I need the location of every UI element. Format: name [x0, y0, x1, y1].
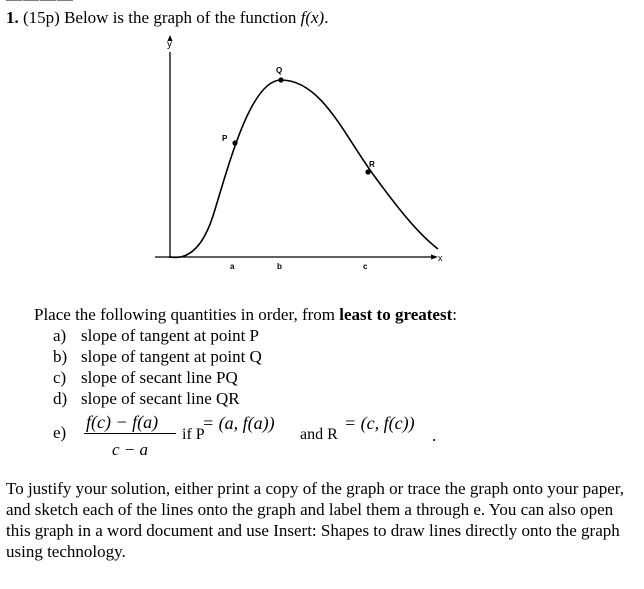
point-p-coordinates: = (a, f(a)) — [202, 413, 275, 433]
tick-c-label: c — [363, 262, 368, 271]
point-q-label: Q — [276, 66, 283, 75]
function-curve — [170, 80, 438, 257]
fraction-bar — [84, 433, 176, 434]
tick-b-label: b — [277, 262, 282, 271]
list-item-text: slope of secant line PQ — [81, 368, 238, 387]
question-number: 1. — [6, 8, 19, 27]
point-p-label: P — [222, 134, 228, 143]
list-item-a — [53, 326, 259, 346]
list-item-label: c) — [53, 368, 67, 387]
list-item-text: slope of tangent at point P — [81, 326, 260, 345]
list-item-d — [53, 389, 240, 409]
list-item-label: a) — [53, 326, 67, 345]
list-item-label: d) — [53, 389, 68, 408]
item-e-period: . — [432, 426, 437, 445]
if-p-text: if P — [182, 426, 205, 443]
instruction-prefix: Place the following quantities in order, from — [34, 305, 340, 324]
and-r-text: and R — [300, 426, 338, 443]
x-axis-arrow-icon — [431, 255, 438, 260]
point-r-coordinates: = (c, f(c)) — [344, 413, 415, 433]
list-item-text: slope of secant line QR — [81, 389, 240, 408]
function-name: f(x) — [300, 8, 325, 27]
point-q-marker — [278, 77, 283, 82]
instruction-text — [34, 305, 457, 325]
list-item-e-label: e) — [53, 423, 67, 442]
y-axis-label: y — [167, 39, 172, 50]
instruction-suffix: : — [452, 305, 457, 324]
point-r-label: R — [369, 160, 375, 169]
x-axis-label: x — [438, 253, 443, 263]
point-p-marker — [232, 140, 237, 145]
question-points: (15p) — [23, 8, 60, 27]
fraction-numerator: f(c) − f(a) — [86, 412, 159, 432]
question-end: . — [324, 8, 329, 27]
list-item-text: slope of tangent at point Q — [81, 347, 262, 366]
justification-paragraph: To justify your solution, either print a copy of the graph or trace the graph onto your paper, and sketch each of the lines onto the graph and label them a through e. You can also open this graph in a word document and use Insert: Shapes to draw lines directly onto the graph using technology. — [6, 479, 624, 561]
list-item-b — [53, 347, 262, 367]
list-item-c — [53, 368, 238, 388]
list-item-label: b) — [53, 347, 68, 366]
question-text: Below is the graph of the function — [64, 8, 297, 27]
fraction-denominator: c − a — [112, 440, 149, 459]
tick-a-label: a — [230, 262, 235, 271]
point-r-marker — [365, 169, 370, 174]
instruction-emphasis: least to greatest — [339, 305, 453, 324]
